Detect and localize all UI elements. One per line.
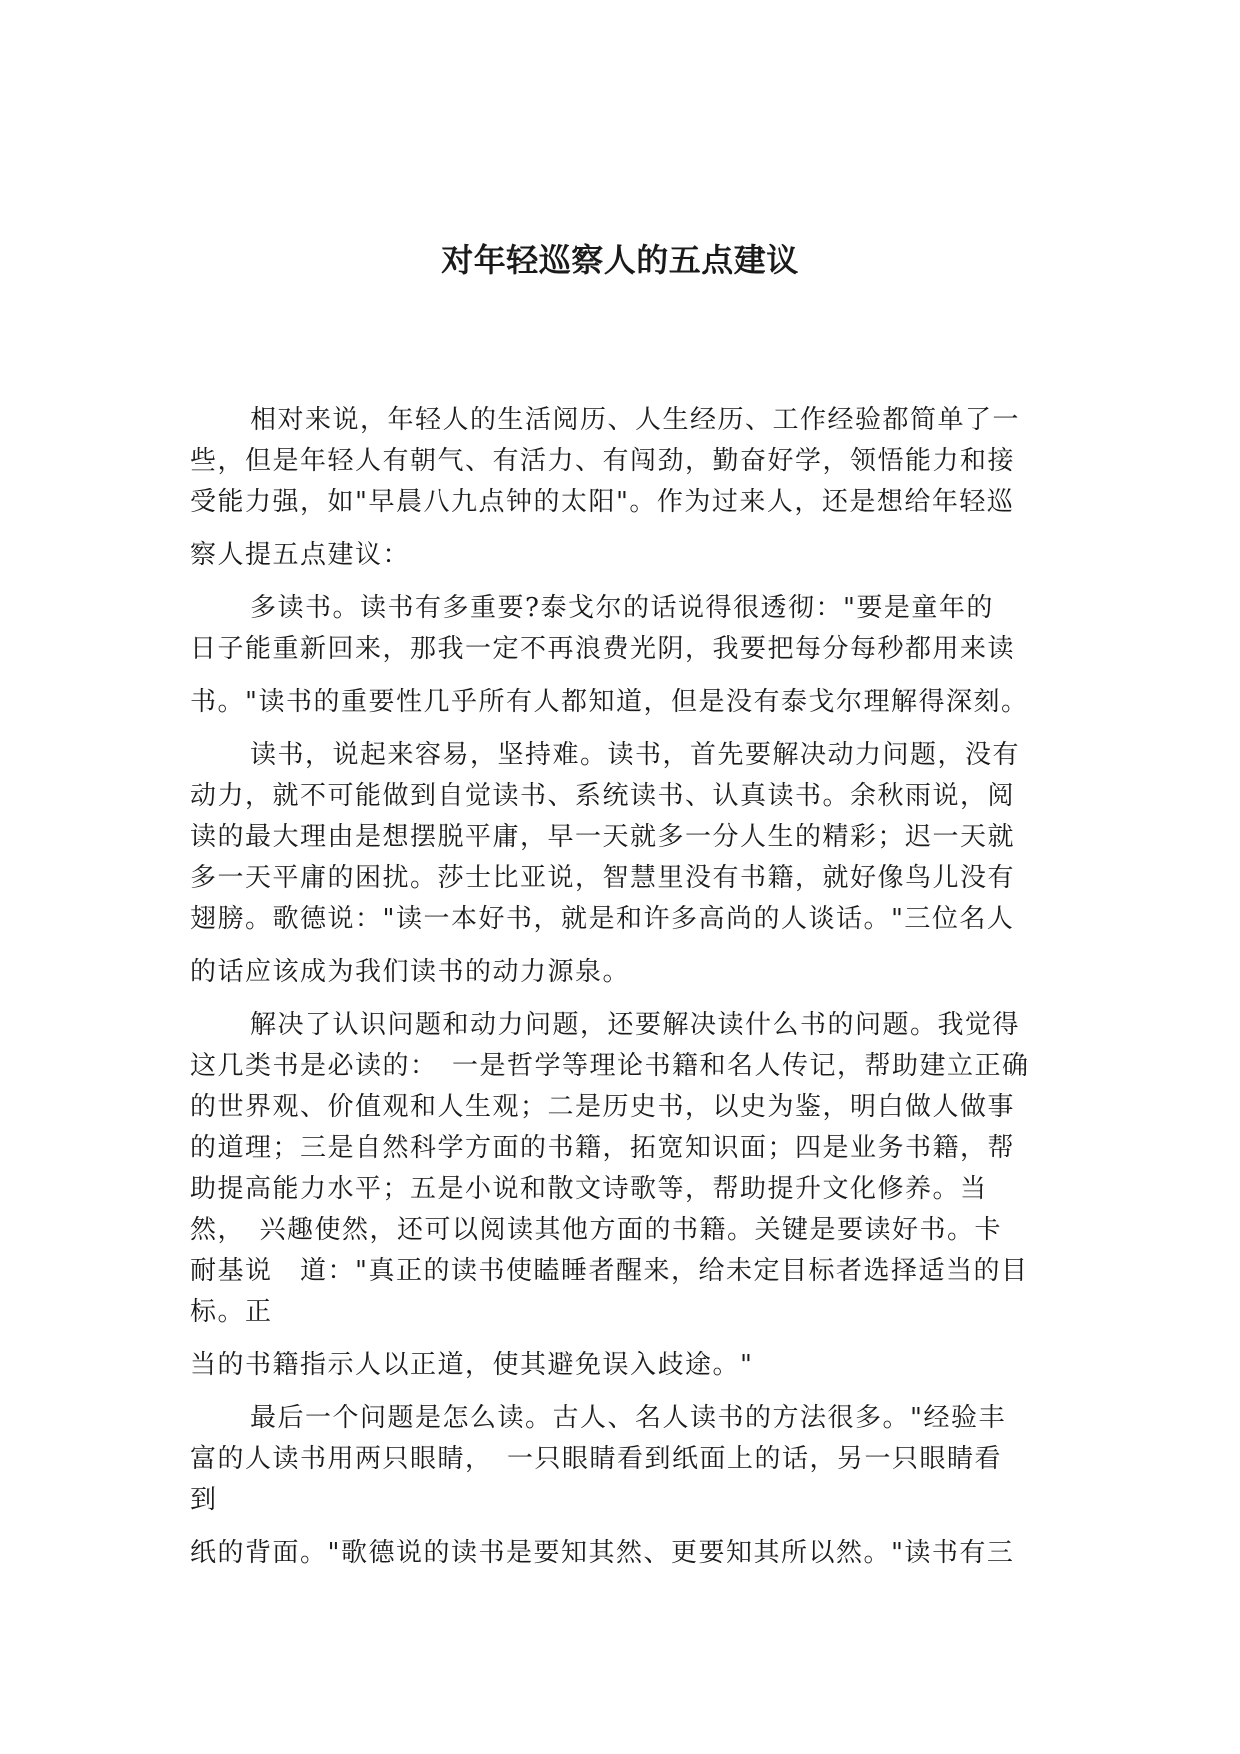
text-line: 翅膀。歌德说："读一本好书，就是和许多高尚的人谈话。"三位名人: [190, 904, 1015, 934]
text-line: 些，但是年轻人有朝气、有活力、有闯劲，勤奋好学，领悟能力和接: [190, 446, 1016, 476]
text-line: 读的最大理由是想摆脱平庸，早一天就多一分人生的精彩；迟一天就: [190, 822, 1016, 852]
text-line: 多一天平庸的困扰。莎士比亚说，智慧里没有书籍，就好像鸟儿没有: [190, 863, 1016, 893]
text-line: 多读书。读书有多重要?泰戈尔的话说得很透彻："要是童年的: [250, 593, 994, 623]
text-line: 的世界观、价值观和人生观；二是历史书，以史为鉴，明白做人做事: [190, 1092, 1016, 1122]
paragraph: [190, 1005, 1050, 1386]
text-line: 受能力强，如"早晨八九点钟的太阳"。作为过来人，还是想给年轻巡: [190, 487, 1015, 517]
text-line: 察人提五点建议：: [190, 540, 411, 570]
document-body: [190, 400, 1050, 1574]
text-line: 的话应该成为我们读书的动力源泉。: [190, 957, 631, 987]
text-line: 然， 兴趣使然，还可以阅读其他方面的书籍。关键是要读好书。卡: [190, 1215, 1003, 1245]
text-line: 当的书籍指示人以正道，使其避免误入歧途。": [190, 1350, 754, 1380]
text-line: 相对来说，年轻人的生活阅历、人生经历、工作经验都简单了一: [250, 405, 1021, 435]
text-line: 富的人读书用两只眼睛， 一只眼睛看到纸面上的话，另一只眼睛看: [190, 1444, 1003, 1474]
text-line: 纸的背面。"歌德说的读书是要知其然、更要知其所以然。"读书有三: [190, 1538, 1015, 1568]
text-line: 最后一个问题是怎么读。古人、名人读书的方法很多。"经验丰: [250, 1403, 1006, 1433]
text-line: 动力，就不可能做到自觉读书、系统读书、认真读书。余秋雨说，阅: [190, 781, 1016, 811]
paragraph: [190, 588, 1050, 723]
text-line: 读书，说起来容易，坚持难。读书，首先要解决动力问题，没有: [250, 740, 1021, 770]
text-line: 日子能重新回来，那我一定不再浪费光阴，我要把每分每秒都用来读: [190, 634, 1016, 664]
text-line: 解决了认识问题和动力问题，还要解决读什么书的问题。我觉得: [250, 1010, 1021, 1040]
paragraph: [190, 400, 1050, 576]
text-line: 的道理；三是自然科学方面的书籍，拓宽知识面；四是业务书籍，帮: [190, 1133, 1016, 1163]
text-line: 到: [190, 1485, 218, 1515]
text-line: 这几类书是必读的： 一是哲学等理论书籍和名人传记，帮助建立正确: [190, 1051, 1030, 1081]
paragraph: [190, 735, 1050, 993]
document-title: 对年轻巡察人的五点建议: [441, 241, 799, 279]
paragraph: [190, 1398, 1050, 1574]
text-line: 书。"读书的重要性几乎所有人都知道，但是没有泰戈尔理解得深刻。: [190, 687, 1029, 717]
text-line: 标。正: [190, 1297, 273, 1327]
text-line: 助提高能力水平；五是小说和散文诗歌等，帮助提升文化修养。当: [190, 1174, 988, 1204]
text-line: 耐基说 道："真正的读书使瞌睡者醒来，给未定目标者选择适当的目: [190, 1256, 1029, 1286]
